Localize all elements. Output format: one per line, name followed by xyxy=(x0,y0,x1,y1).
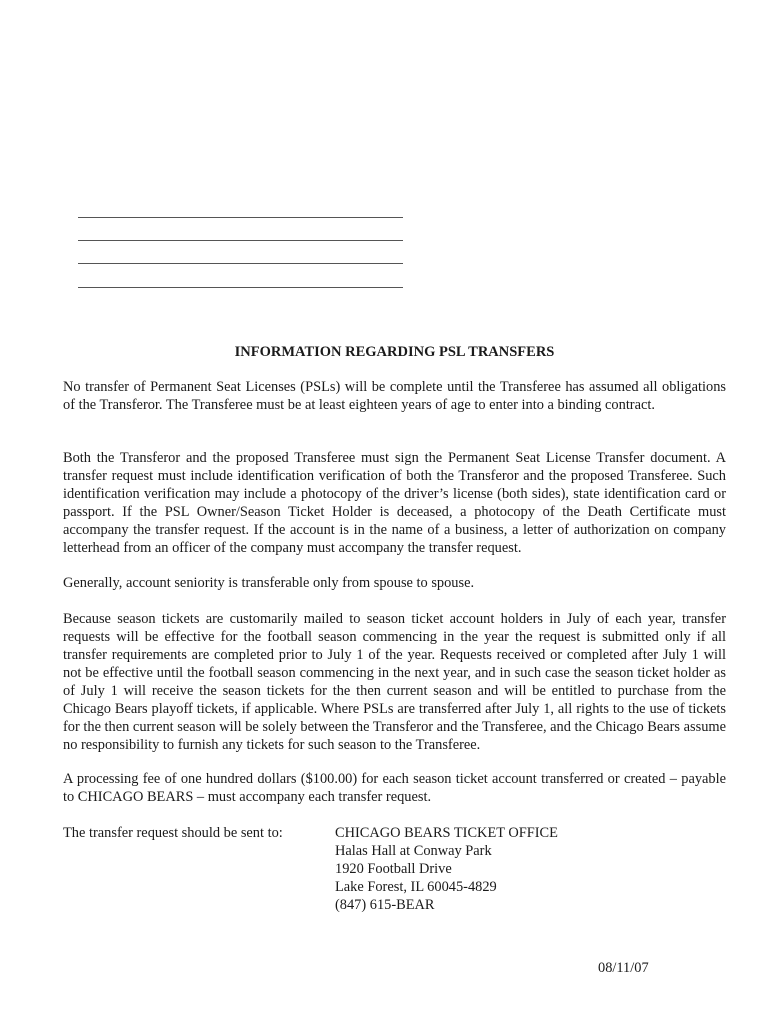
address-line-phone: (847) 615-BEAR xyxy=(335,897,435,913)
paragraph-identification: Both the Transferor and the proposed Transferee must sign the Permanent Seat License Transfer document. A transfer request must include identification verification of both the Transferor and the proposed Transferee. Such identification verification may include a photocopy of the driver’s license (both sides), state identification card or passport. If the PSL Owner/Season Ticket Holder is deceased, a photocopy of the Death Certificate must accompany the transfer request. If the account is in the name of a business, a letter of authorization on company letterhead from an officer of the company must accompany the transfer request. xyxy=(63,450,726,556)
address-blank-line-2 xyxy=(78,240,403,241)
address-blank-line-3 xyxy=(78,263,403,264)
paragraph-processing-fee: A processing fee of one hundred dollars ($100.00) for each season ticket account transferred or created – payable to CHICAGO BEARS – must accompany each transfer request. xyxy=(63,771,726,805)
document-title: INFORMATION REGARDING PSL TRANSFERS xyxy=(234,344,555,360)
address-line-street: 1920 Football Drive xyxy=(335,861,452,877)
send-to-label: The transfer request should be sent to: xyxy=(63,825,283,841)
paragraph-transfer-completion: No transfer of Permanent Seat Licenses (PSLs) will be complete until the Transferee has assumed all obligations of the Transferor. The Transferee must be at least eighteen years of age to enter into a binding contract. xyxy=(63,379,726,413)
address-line-building: Halas Hall at Conway Park xyxy=(335,843,492,859)
paragraph-seniority: Generally, account seniority is transferable only from spouse to spouse. xyxy=(63,575,475,591)
paragraph-season-tickets: Because season tickets are customarily mailed to season ticket account holders in July of each year, transfer requests will be effective for the football season commencing in the year the request is submitted only if all transfer requirements are completed prior to July 1 of the year. Requests received or completed after July 1 will not be effective until the football season commencing in the next year, and in such case the season ticket holder as of July 1 will receive the season tickets for the then current season and will be entitled to purchase from the Chicago Bears playoff tickets, if applicable. Where PSLs are transferred after July 1, all rights to the use of tickets for the then current season will be solely between the Transferor and the Transferee, and the Chicago Bears assume no responsibility to furnish any tickets for such season to the Transferee. xyxy=(63,611,726,753)
address-blank-line-4 xyxy=(78,287,403,288)
address-blank-line-1 xyxy=(78,217,403,218)
document-date: 08/11/07 xyxy=(598,960,649,976)
address-line-office: CHICAGO BEARS TICKET OFFICE xyxy=(335,825,558,841)
mailing-address xyxy=(335,824,558,914)
address-line-city: Lake Forest, IL 60045-4829 xyxy=(335,879,497,895)
